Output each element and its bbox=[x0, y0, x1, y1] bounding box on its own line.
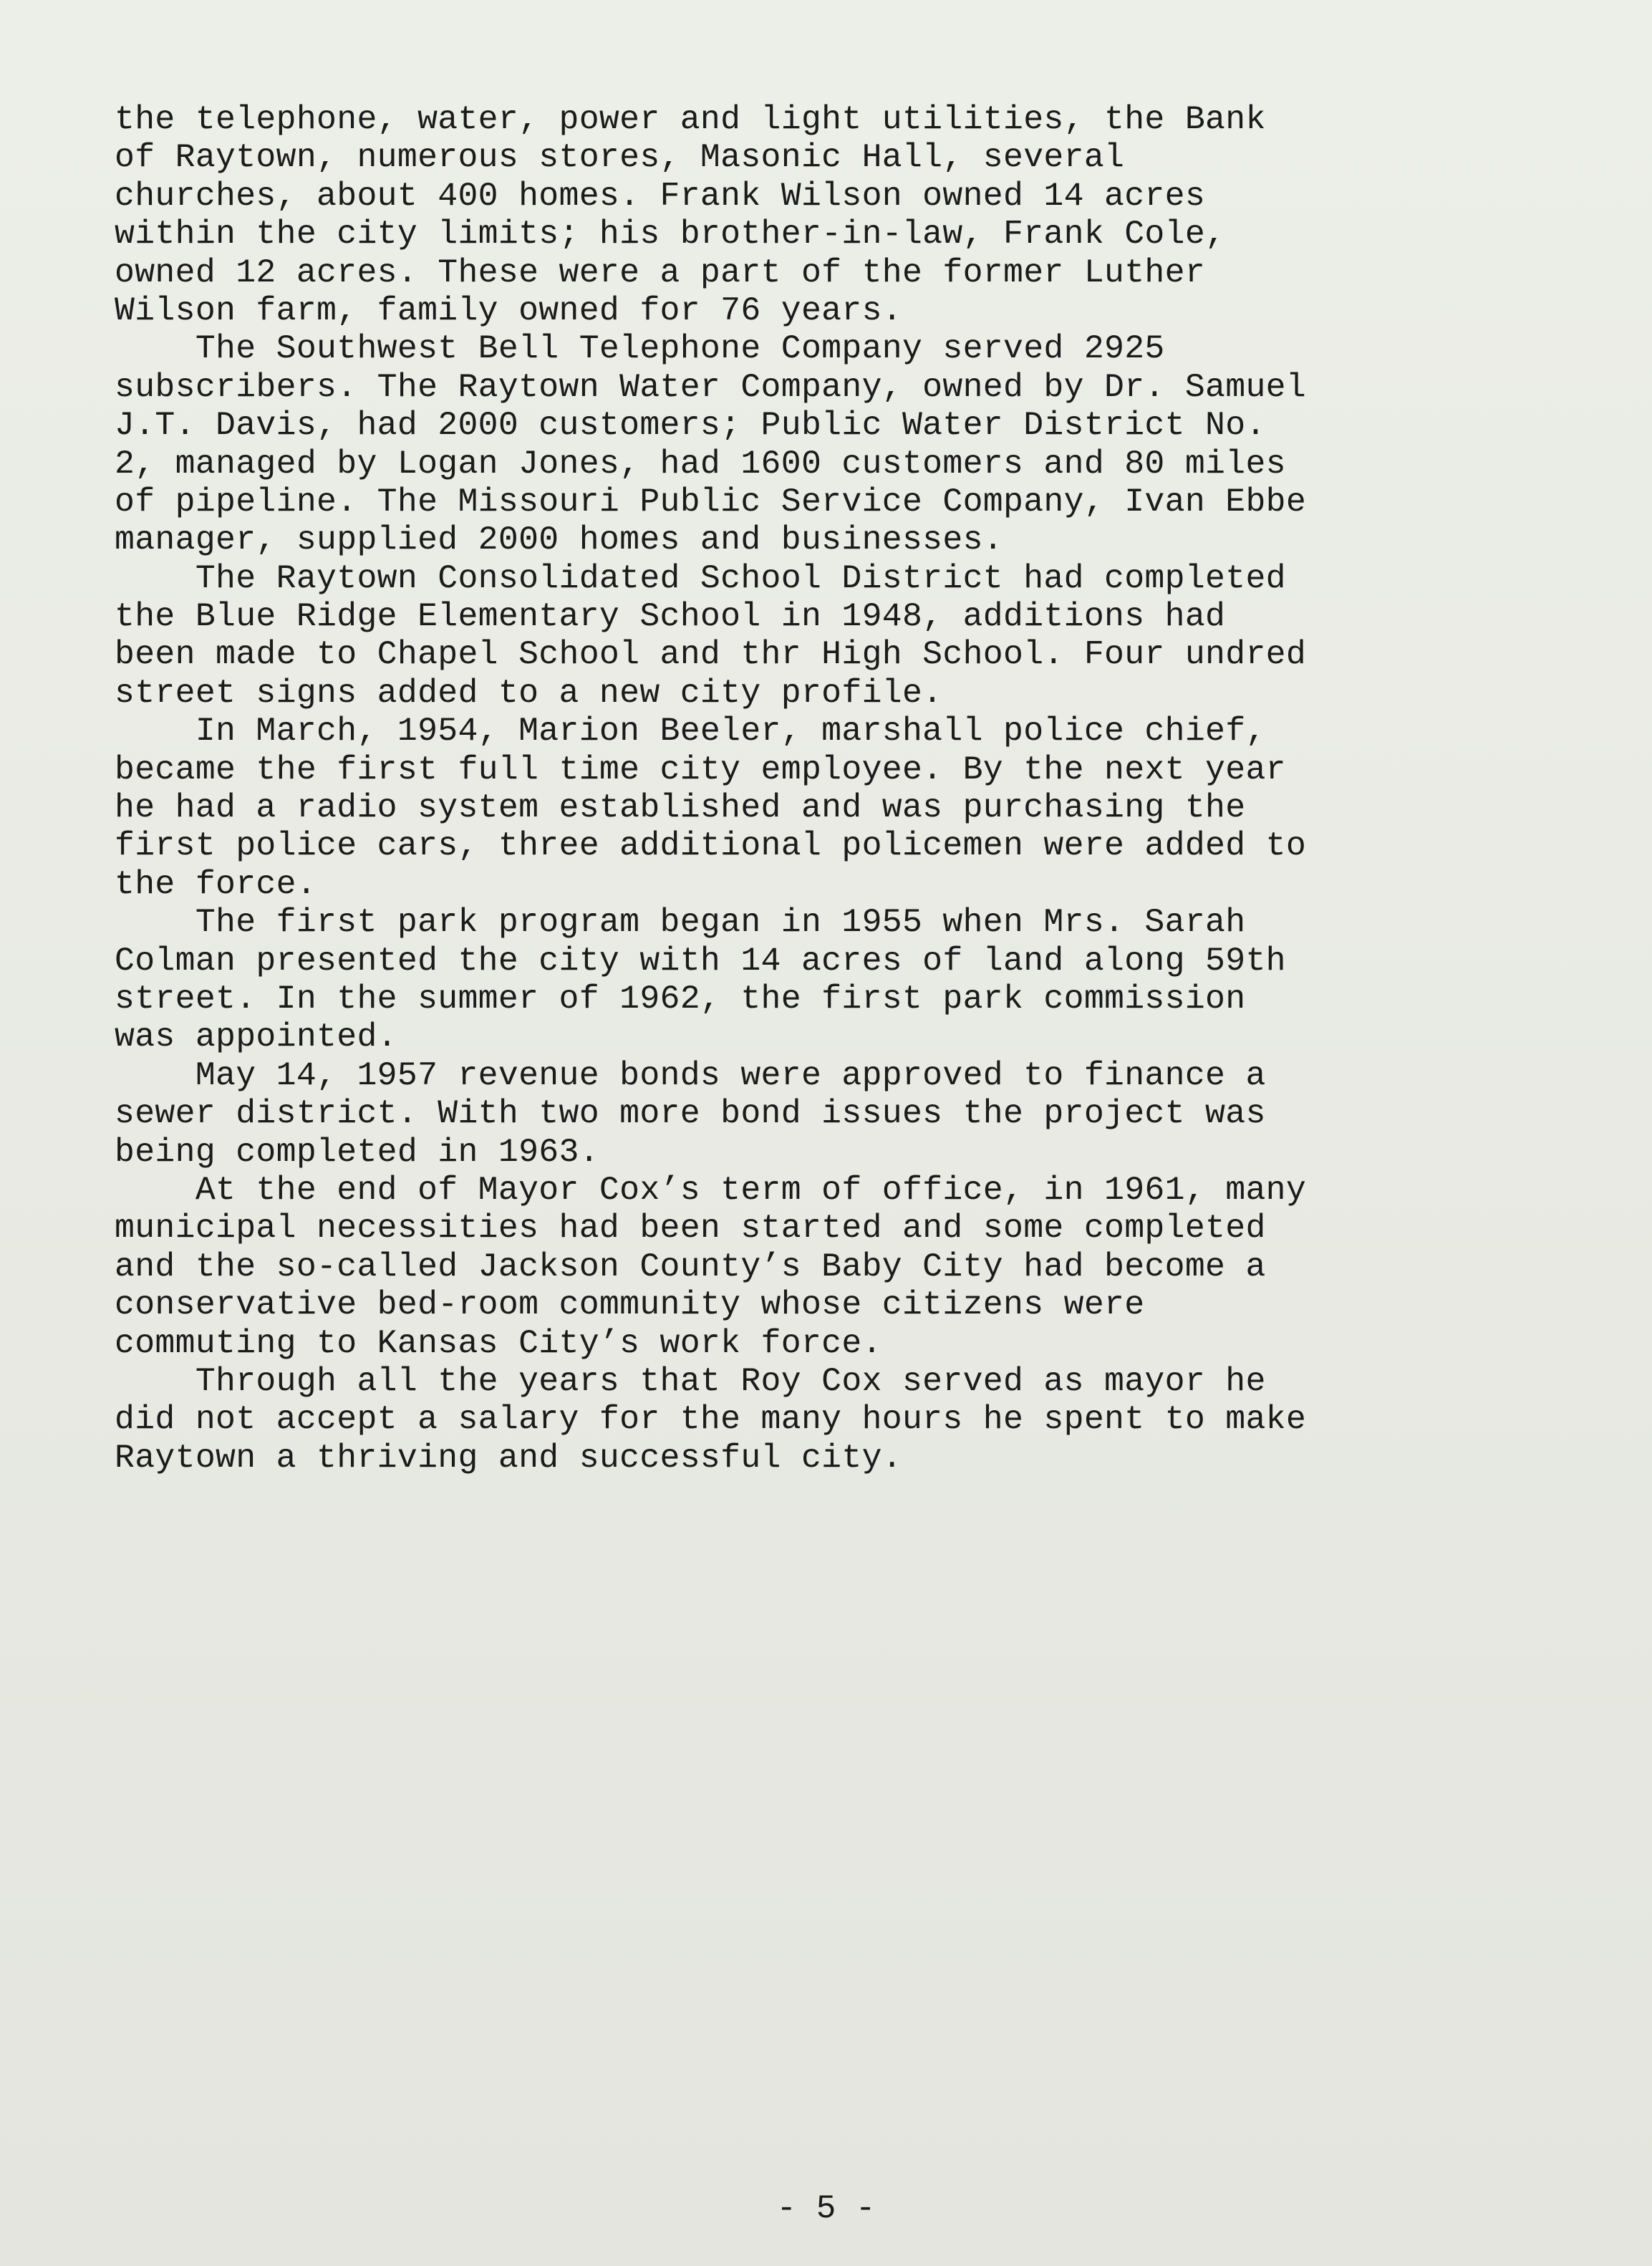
text-line: he had a radio system established and was purchasing the bbox=[115, 789, 1246, 827]
text-line: Wilson farm, family owned for 76 years. bbox=[115, 291, 902, 329]
text-line: J.T. Davis, had 2000 customers; Public Water District No. bbox=[115, 406, 1266, 445]
text-line: sewer district. With two more bond issues the project was bbox=[115, 1094, 1266, 1133]
text-line: commuting to Kansas City’s work force. bbox=[115, 1324, 882, 1362]
text-line: May 14, 1957 revenue bonds were approved to finance a bbox=[115, 1056, 1266, 1094]
text-line: the Blue Ridge Elementary School in 1948, additions had bbox=[115, 597, 1226, 636]
text-line: At the end of Mayor Cox’s term of office, in 1961, many bbox=[115, 1170, 1307, 1209]
text-line: became the first full time city employee. By the next year bbox=[115, 750, 1286, 789]
text-line: municipal necessities had been started and some completed bbox=[115, 1209, 1266, 1248]
body-text bbox=[115, 100, 1475, 1477]
text-line: owned 12 acres. These were a part of the former Luther bbox=[115, 253, 1206, 291]
text-line: In March, 1954, Marion Beeler, marshall police chief, bbox=[115, 712, 1266, 751]
text-line: churches, about 400 homes. Frank Wilson owned 14 acres bbox=[115, 176, 1206, 215]
text-line: first police cars, three additional policemen were added to bbox=[115, 826, 1307, 865]
text-line: manager, supplied 2000 homes and businesses. bbox=[115, 521, 1003, 559]
text-line: the telephone, water, power and light utilities, the Bank bbox=[115, 100, 1266, 138]
text-line: The Southwest Bell Telephone Company served 2925 bbox=[115, 329, 1165, 368]
text-line: within the city limits; his brother-in-law, Frank Cole, bbox=[115, 215, 1226, 254]
text-line: being completed in 1963. bbox=[115, 1132, 599, 1171]
text-line: Raytown a thriving and successful city. bbox=[115, 1438, 902, 1477]
text-line: of pipeline. The Missouri Public Service Company, Ivan Ebbe bbox=[115, 482, 1307, 521]
text-line: the force. bbox=[115, 864, 317, 903]
text-line: The first park program began in 1955 when Mrs. Sarah bbox=[115, 903, 1246, 942]
text-line: of Raytown, numerous stores, Masonic Hall, several bbox=[115, 138, 1125, 177]
text-line: was appointed. bbox=[115, 1018, 397, 1056]
text-line: 2, managed by Logan Jones, had 1600 customers and 80 miles bbox=[115, 444, 1286, 483]
page-number: - 5 - bbox=[776, 2190, 876, 2227]
text-line: street. In the summer of 1962, the first park commission bbox=[115, 979, 1246, 1018]
text-line: and the so-called Jackson County’s Baby City had become a bbox=[115, 1247, 1266, 1286]
text-line: Colman presented the city with 14 acres of land along 59th bbox=[115, 941, 1286, 980]
text-line: The Raytown Consolidated School District had completed bbox=[115, 559, 1286, 597]
text-line: did not accept a salary for the many hours he spent to make bbox=[115, 1400, 1307, 1439]
text-line: street signs added to a new city profile. bbox=[115, 673, 943, 712]
text-line: Through all the years that Roy Cox served as mayor he bbox=[115, 1361, 1266, 1400]
text-line: been made to Chapel School and thr High School. Four undred bbox=[115, 635, 1307, 674]
text-line: subscribers. The Raytown Water Company, owned by Dr. Samuel bbox=[115, 367, 1307, 406]
text-line: conservative bed-room community whose citizens were bbox=[115, 1286, 1145, 1324]
